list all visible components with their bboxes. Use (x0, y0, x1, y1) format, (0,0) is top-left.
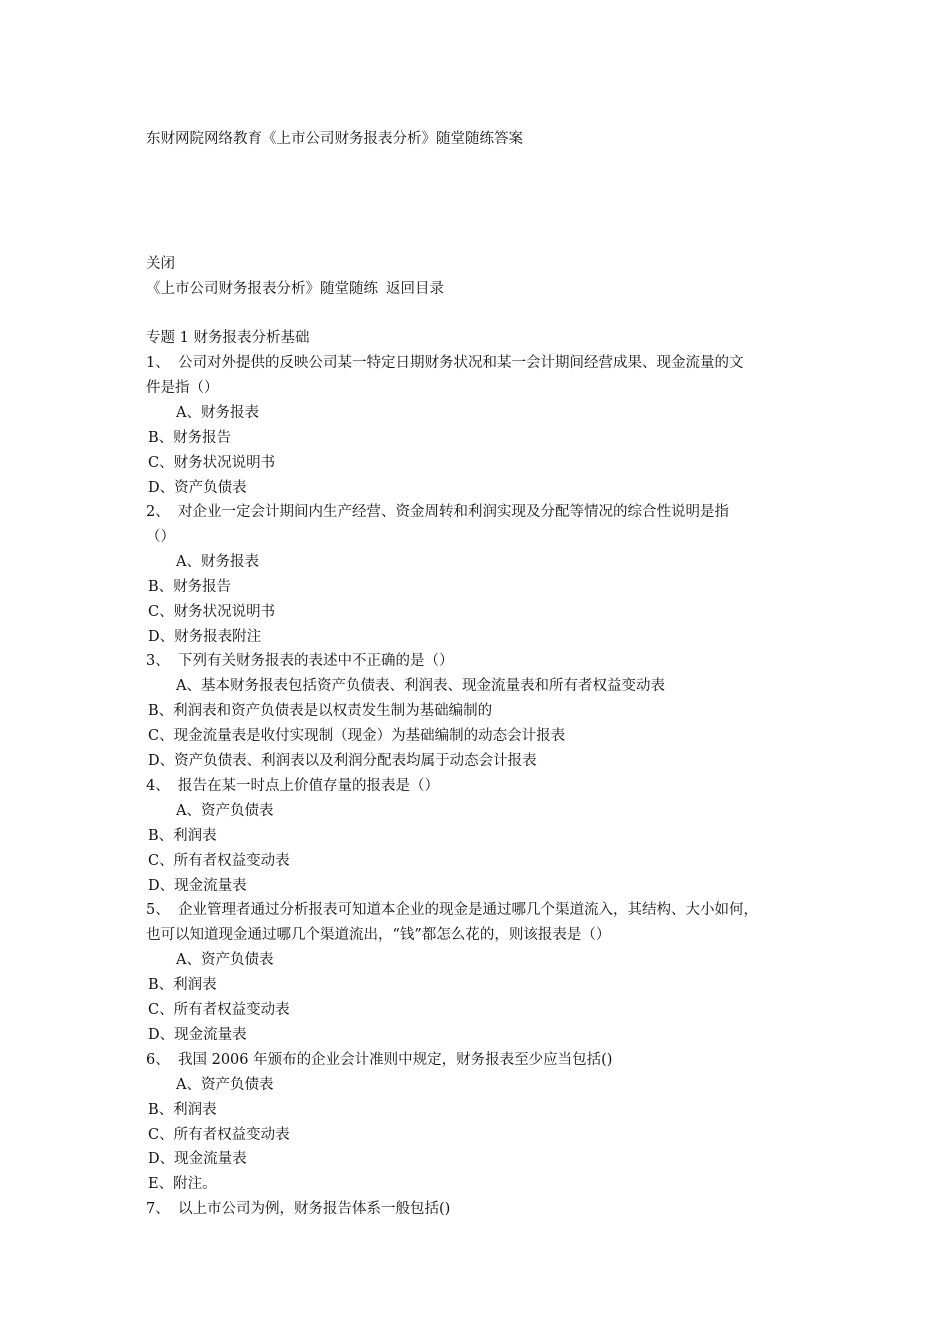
answer-option: A、资产负债表 (176, 803, 274, 819)
answer-option: B、利润表 (148, 1102, 217, 1118)
answer-option: B、财务报告 (148, 579, 232, 595)
question-text-continued: （） (146, 529, 175, 545)
answer-option: B、利润表 (148, 977, 217, 993)
question-text: 下列有关财务报表的表述中不正确的是（） (178, 653, 454, 669)
answer-option: C、现金流量表是收付实现制（现金）为基础编制的动态会计报表 (148, 728, 566, 744)
answer-option: C、所有者权益变动表 (148, 1127, 290, 1143)
answer-option: C、财务状况说明书 (148, 604, 276, 620)
question (146, 777, 439, 795)
answer-option: A、资产负债表 (176, 1077, 274, 1093)
answer-option: B、利润表和资产负债表是以权责发生制为基础编制的 (148, 703, 493, 719)
section-title: 专题 1 财务报表分析基础 (146, 330, 310, 346)
question-number: 4、 (146, 778, 170, 794)
answer-option: B、利润表 (148, 828, 217, 844)
question-text: 报告在某一时点上价值存量的报表是（） (178, 778, 439, 794)
question-text: 公司对外提供的反映公司某一特定日期财务状况和某一会计期间经营成果、现金流量的文 (178, 355, 744, 371)
answer-option: D、资产负债表 (148, 480, 247, 496)
question-number: 2、 (146, 504, 170, 520)
answer-option: A、财务报表 (176, 554, 259, 570)
answer-option: A、基本财务报表包括资产负债表、利润表、现金流量表和所有者权益变动表 (176, 678, 665, 694)
answer-option: D、财务报表附注 (148, 629, 262, 645)
close-link[interactable]: 关闭 (146, 256, 175, 272)
question (146, 1200, 450, 1218)
course-title-link[interactable]: 《上市公司财务报表分析》随堂随练 (146, 281, 378, 297)
question (146, 652, 454, 670)
answer-option: D、资产负债表、利润表以及利润分配表均属于动态会计报表 (148, 753, 537, 769)
answer-option: D、现金流量表 (148, 1151, 247, 1167)
answer-option: D、现金流量表 (148, 878, 247, 894)
question-text-continued: 也可以知道现金通过哪几个渠道流出，“钱”都怎么花的，则该报表是（） (146, 927, 611, 943)
question-text: 以上市公司为例，财务报告体系一般包括() (178, 1201, 451, 1217)
question (146, 503, 729, 521)
answer-option: A、财务报表 (176, 405, 259, 421)
question (146, 901, 758, 919)
back-to-contents-link[interactable]: 返回目录 (386, 281, 444, 297)
answer-option: D、现金流量表 (148, 1027, 247, 1043)
question-number: 7、 (146, 1201, 170, 1217)
question-number: 3、 (146, 653, 170, 669)
question-number: 5、 (146, 902, 170, 918)
question (146, 1051, 612, 1069)
question (146, 354, 744, 372)
document-title: 东财网院网络教育《上市公司财务报表分析》随堂随练答案 (146, 131, 523, 147)
question-number: 1、 (146, 355, 170, 371)
question-text-continued: 件是指（） (146, 380, 219, 396)
answer-option: C、所有者权益变动表 (148, 853, 290, 869)
question-text: 我国 2006 年颁布的企业会计准则中规定，财务报表至少应当包括() (178, 1052, 613, 1068)
answer-option: B、财务报告 (148, 430, 232, 446)
answer-option: A、资产负债表 (176, 952, 274, 968)
answer-option: C、财务状况说明书 (148, 455, 276, 471)
question-text: 对企业一定会计期间内生产经营、资金周转和利润实现及分配等情况的综合性说明是指 (178, 504, 729, 520)
answer-option: C、所有者权益变动表 (148, 1002, 290, 1018)
question-text: 企业管理者通过分析报表可知道本企业的现金是通过哪几个渠道流入，其结构、大小如何， (178, 902, 758, 918)
answer-option: E、附注。 (148, 1176, 217, 1192)
question-number: 6、 (146, 1052, 170, 1068)
course-nav (146, 280, 444, 298)
